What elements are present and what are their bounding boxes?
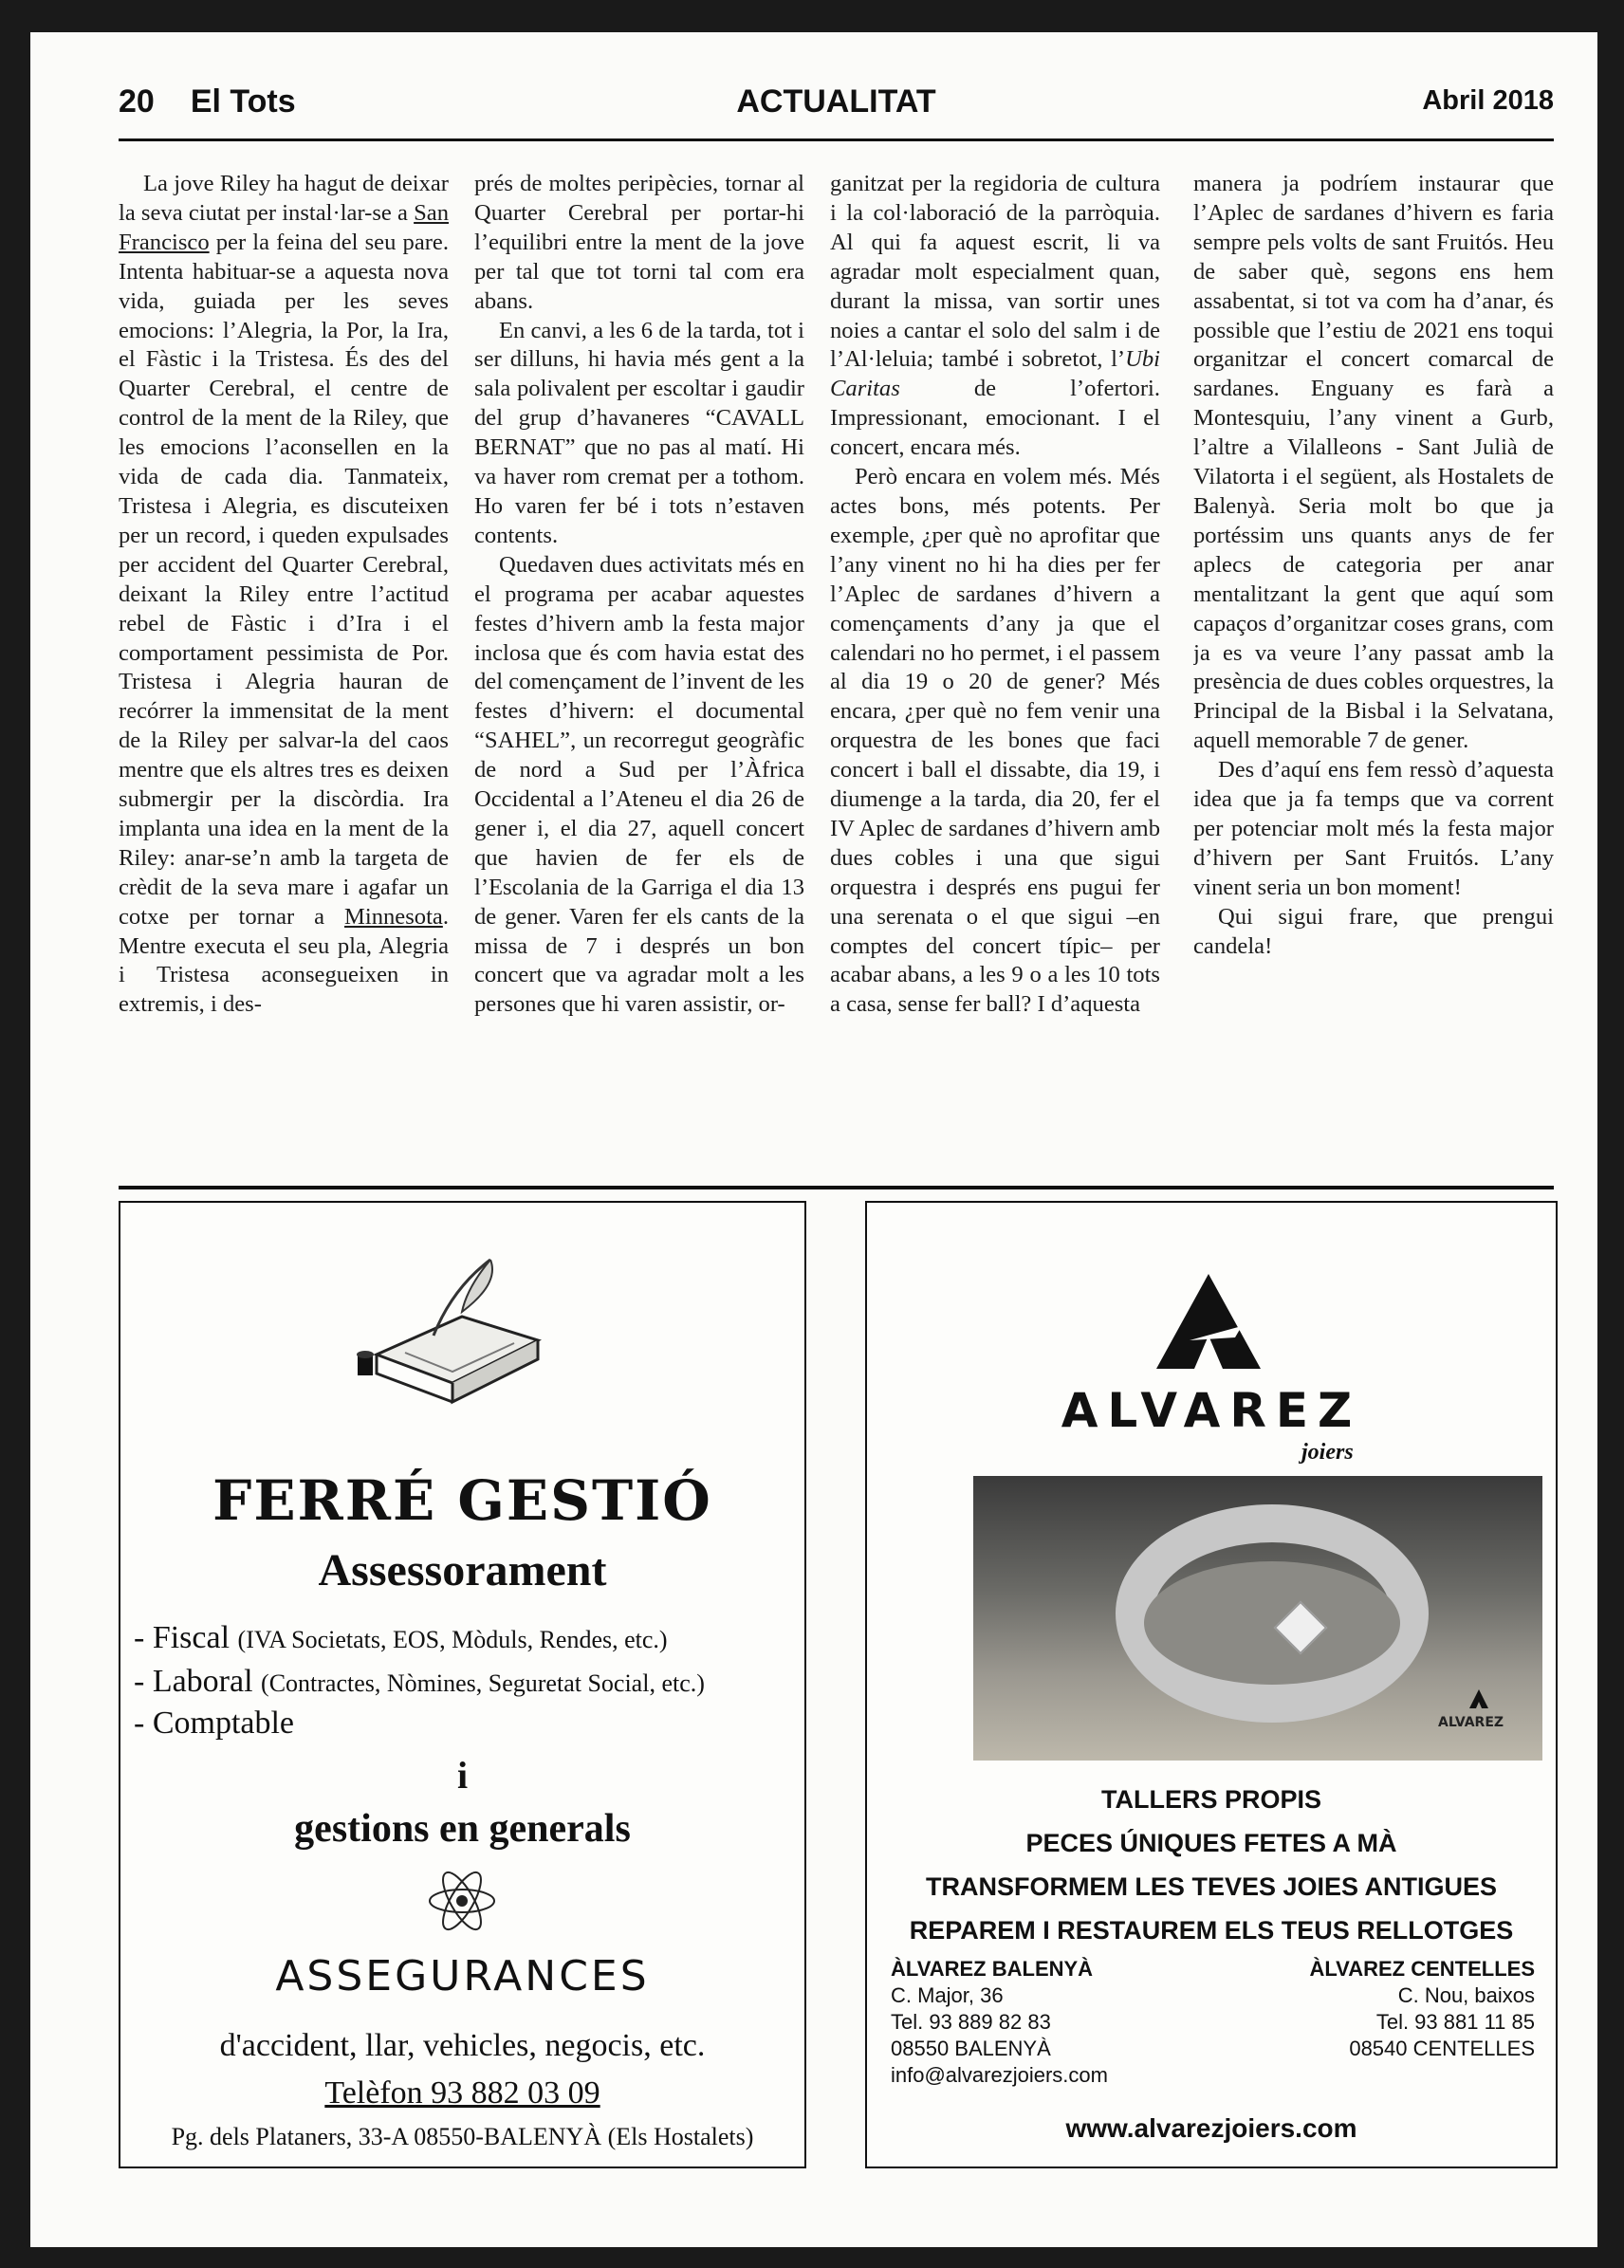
emphasis-text: Ubi Caritas [830, 346, 1160, 402]
insurance-title: ASSEGURANCES [275, 1952, 650, 2001]
alvarez-brand-sub: joiers [1301, 1440, 1354, 1465]
article-column-3 [830, 170, 1160, 1189]
publication-name: El Tots [190, 83, 296, 120]
alvarez-brand: ALVAREZ [1061, 1383, 1362, 1438]
conjunction: i [456, 1754, 469, 1797]
shop-street: C. Major, 36 [891, 1983, 1004, 2007]
article-column-1 [119, 170, 449, 1189]
article-paragraph: ganitzat per la regidoria de cultura i la col·laboració de la parròquia. Al qui fa aquest escrit, li va agradar molt especialment quan, durant la missa, van sortir unes noies a cantar el solo del salm i de l’Al·leluia; també i sobretot, l’Ubi Caritas de l’ofertori. Impressionant, emocionant. I el concert, encara més. [830, 171, 1160, 461]
service-comptable [134, 1706, 294, 1742]
emphasis-text: San Francisco [119, 199, 449, 255]
ferre-title: FERRÉ GESTIÓ [212, 1468, 712, 1533]
general-services: gestions en generals [294, 1807, 631, 1851]
ferre-address: Pg. dels Plataners, 33-A 08550-BALENYÀ (Els Hostalets) [171, 2123, 754, 2150]
ad-alvarez-joiers [865, 1201, 1558, 2168]
shop-email: info@alvarezjoiers.com [891, 2063, 1108, 2087]
shop-balenya [891, 1956, 1108, 2089]
tagline-3: TRANSFORMEM LES TEVES JOIES ANTIGUES [925, 1872, 1498, 1901]
page-header [119, 83, 1554, 141]
article-paragraph: manera ja podríem instaurar que l’Aplec de sardanes d’hivern es faria sempre pels volts de sant Fruitós. Heu de saber què, segons ens hem assabentat, si tot va com ha d’anar, és possible que l’estiu de 2021 ens toqui organitzar el concert comarcal de sardanes. Enguany es farà a Montesquiu, l’any vinent a Gurb, l’altre a Vilalleons - Sant Julià de Vilatorta i el següent, als Hostalets de Balenyà. Seria molt bo que ja portéssim uns quants anys de fer aplecs de categoria per anar mentalitzant la gent que aquí som capaços d’organitzar coses grans, com ja es va veure l’any passat amb la presència de dues cobles orquestres, la Principal de la Bisbal i la Selvatana, aquell memorable 7 de gener. [1193, 171, 1554, 754]
article-column-2 [474, 170, 804, 1189]
article-paragraph: Qui sigui frare, que prengui candela! [1193, 903, 1554, 959]
book-quill-icon [348, 1241, 557, 1430]
tagline-4: REPAREM I RESTAUREM ELS TEUS RELLOTGES [909, 1916, 1514, 1945]
atom-icon [424, 1863, 500, 1939]
article-column-4 [1193, 170, 1554, 1189]
article-paragraph: En canvi, a les 6 de la tarda, tot i ser dilluns, hi havia més gent a la sala polivalent per escoltar i gaudir del grup d’havaneres “CAVALL BERNAT” que no pas al matí. Hi va haver rom cremat per a tothom. Ho varen fer bé i tots n’estaven contents. [474, 317, 804, 548]
photo-logo-text: ALVAREZ [1438, 1715, 1504, 1730]
alvarez-mini-logo-icon [1468, 1688, 1489, 1709]
service-label: - Comptable [134, 1706, 295, 1741]
service-detail: (Contractes, Nòmines, Seguretat Social, etc.) [261, 1669, 705, 1697]
newspaper-page [30, 32, 1597, 2247]
tagline-1: TALLERS PROPIS [1100, 1785, 1322, 1814]
shop-street: C. Nou, baixos [1397, 1983, 1535, 2007]
shop-city: 08540 CENTELLES [1349, 2037, 1535, 2060]
insurance-types: d'accident, llar, vehicles, negocis, etc. [219, 2028, 706, 2063]
alvarez-logo-icon [1152, 1269, 1265, 1374]
shop-centelles [1309, 1956, 1535, 2062]
ferre-phone: Telèfon 93 882 03 09 [324, 2075, 600, 2111]
shop-phone: Tel. 93 889 82 83 [891, 2010, 1051, 2034]
service-label: - Fiscal [134, 1620, 231, 1655]
section-title: ACTUALITAT [736, 83, 936, 120]
article-paragraph: prés de moltes peripècies, tornar al Quarter Cerebral per portar-hi l’equilibri entre la ment de la jove per tal que tot torni tal com era abans. [474, 171, 804, 314]
ad-ferre-gestio [119, 1201, 806, 2168]
service-detail: (IVA Societats, EOS, Mòduls, Rendes, etc.) [237, 1626, 668, 1653]
shop-name: ÀLVAREZ CENTELLES [1309, 1957, 1535, 1981]
ferre-subtitle: Assessorament [318, 1545, 607, 1595]
shop-name: ÀLVAREZ BALENYÀ [891, 1957, 1094, 1981]
issue-date: Abril 2018 [1422, 85, 1554, 116]
ring-inner [1144, 1561, 1400, 1685]
article-paragraph: Però encara en volem més. Més actes bons, més potents. Per exemple, ¿per què no aprofitar que l’any vinent no hi ha dies per fer l’Aplec de sardanes d’hivern a començaments d’any ja que el calendari no ho permet, i el passem al dia 19 o 20 de gener? Més encara, ¿per què no fem venir una orquestra de les bones que faci concert i ball el dissabte, dia 19, i diumenge a la tarda, dia 20, fer el IV Aplec de sardanes d’hivern amb dues cobles i una que sigui orquestra i després ens pugui fer una serenata o el que sigui –en comptes del concert típic– per acabar abans, a les 9 o a les 10 tots a casa, sense fer ball? I d’aquesta [830, 464, 1160, 1018]
alvarez-website: www.alvarezjoiers.com [1065, 2113, 1357, 2143]
article-paragraph: La jove Riley ha hagut de deixar la seva ciutat per instal·lar-se a San Francisco per la feina del seu pare. Intenta habituar-se a aquesta nova vida, guiada per les seves emocions: l’Alegria, la Por, la Ira, el Fàstic i la Tristesa. És des del Quarter Cerebral, el centre de control de la ment de la Riley, que les emocions l’aconsellen en la vida de cada dia. Tanmateix, Tristesa i Alegria, es discuteixen per un record, i queden expulsades per accident del Quarter Cerebral, deixant la Riley entre l’actitud rebel de Fàstic i d’Ira i el comportament pessimista de Por. Tristesa i Alegria hauran de recórrer la immensitat de la ment de la Riley per salvar-la del caos mentre que els altres tres es deixen submergir per la discòrdia. Ira implanta una idea en la ment de la Riley: anar-se’n amb la targeta de crèdit de la seva mare i agafar un cotxe per tornar a Minnesota. Mentre executa el seu pla, Alegria i Tristesa aconsegueixen in extremis, i des- [119, 171, 449, 1018]
emphasis-text: Minnesota [344, 903, 443, 930]
service-fiscal [134, 1620, 668, 1656]
page-number: 20 [119, 83, 155, 120]
service-laboral [134, 1664, 705, 1700]
article-paragraph: Quedaven dues activitats més en el programa per acabar aquestes festes d’hivern amb la festa major inclosa que és com havia estat des del començament de l’invent de les festes d’hivern: el documental “SAHEL”, un recorregut geogràfic de nord a Sud per l’Àfrica Occidental a l’Ateneu el dia 26 de gener i, el dia 27, aquell concert que havien de fer els de l’Escolania de la Garriga el dia 13 de gener. Varen fer els cants de la missa de 7 i després un bon concert que va agradar molt a les persones que hi varen assistir, or- [474, 551, 804, 1018]
article-paragraph: Des d’aquí ens fem ressò d’aquesta idea que ja fa temps que va corrent per potenciar molt més la festa major d’hivern per Sant Fruitós. L’any vinent seria un bon moment! [1193, 757, 1554, 900]
shop-phone: Tel. 93 881 11 85 [1375, 2010, 1535, 2034]
service-label: - Laboral [134, 1664, 253, 1699]
section-divider [119, 1186, 1554, 1189]
ring-photo [973, 1476, 1542, 1761]
shop-city: 08550 BALENYÀ [891, 2037, 1051, 2060]
tagline-2: PECES ÚNIQUES FETES A MÀ [1025, 1829, 1397, 1857]
